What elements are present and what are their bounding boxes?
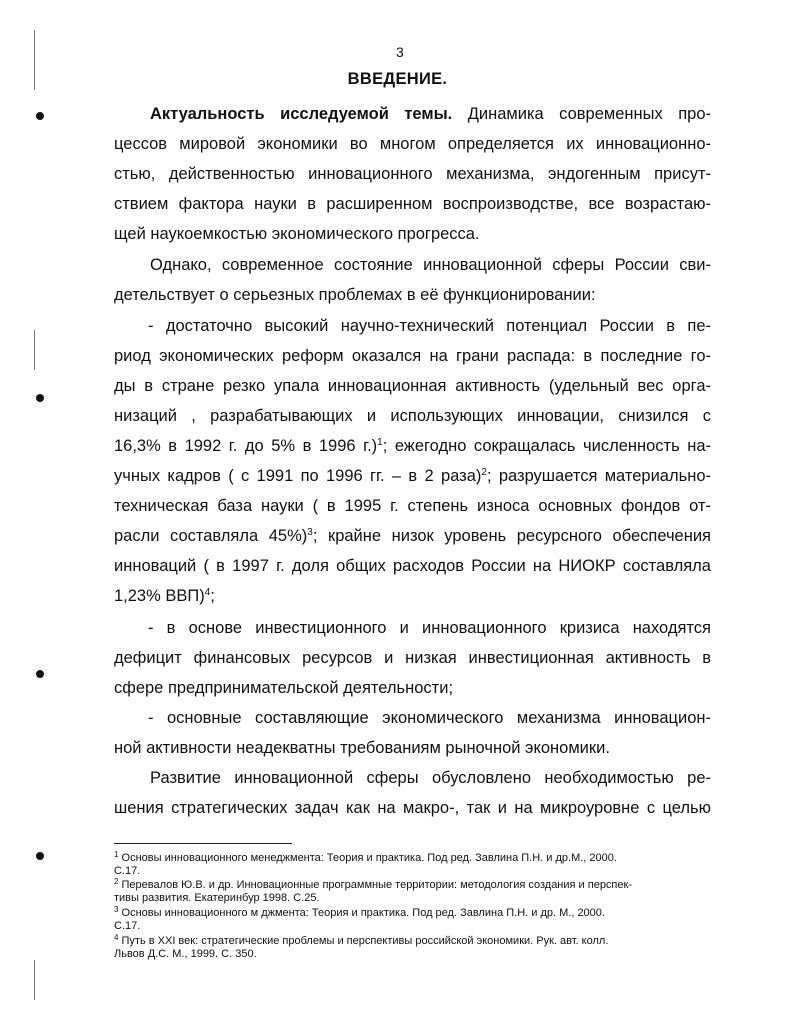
page-number: 3 — [396, 44, 404, 60]
margin-line — [34, 330, 35, 370]
footnote — [114, 907, 704, 920]
footnote-text: Основы инновационного менеджмента: Теория и практика. Под ред. Завлина П.Н. и др.М., 2000. — [121, 852, 617, 864]
footnote-number: 2 — [114, 877, 119, 886]
text-line: щей наукоемкостью экономического прогресса. — [114, 225, 480, 243]
text-line: низаций , разрабатывающих и использующих инновации, снизился с — [114, 407, 711, 425]
footnote-cont: тивы развития. Екатеринбур 1998. С.25. — [114, 892, 320, 904]
list-item-line: - основные составляющие экономического механизма инновацион- — [148, 709, 711, 727]
text-span: учных кадров ( с 1991 по 1996 гг. – в 2 раза) — [114, 467, 482, 485]
footnote-number: 3 — [114, 905, 119, 914]
footnote-text: Основы инновационного м джмента: Теория и практика. Под ред. Завлина П.Н. и др. М., 2000. — [121, 907, 605, 919]
binder-hole-mark — [36, 394, 44, 402]
text-line: ды в стране резко упала инновационная активность (удельный вес орга- — [114, 377, 711, 395]
footnote-ref: 2 — [481, 467, 487, 478]
footnote-number: 4 — [114, 933, 119, 942]
text-line: Развитие инновационной сферы обусловлено необходимостью ре- — [150, 769, 711, 787]
footnote-divider — [114, 843, 292, 844]
text-span: Динамика современных про- — [452, 105, 712, 123]
footnote-ref: 4 — [204, 587, 211, 598]
footnote — [114, 879, 704, 892]
footnote-cont: С.17. — [114, 865, 141, 877]
text-line: ствием фактора науки в расширенном воспроизводстве, все возрастаю- — [114, 195, 711, 213]
text-line: Однако, современное состояние инновационной сферы России сви- — [150, 256, 711, 274]
text-line: стью, действенностью инновационного механизма, эндогенным присут- — [114, 165, 711, 183]
footnote-cont: Львов Д.С. М., 1999. С. 350. — [114, 948, 257, 960]
text-line — [114, 466, 711, 486]
text-line — [114, 586, 711, 606]
text-line: цессов мировой экономики во многом определяется их инновационно- — [114, 135, 711, 153]
binder-hole-mark — [36, 670, 44, 678]
text-line: дефицит финансовых ресурсов и низкая инвестиционная активность в — [114, 649, 711, 667]
footnote — [114, 852, 704, 865]
text-line: шения стратегических задач как на макро-, так и на микроуровне с целью — [114, 799, 711, 817]
margin-line — [34, 960, 35, 1000]
text-span: 16,3% в 1992 г. до 5% в 1996 г.) — [114, 437, 378, 455]
section-lead: Актуальность исследуемой темы. — [150, 105, 453, 123]
text-line: риод экономических реформ оказался на грани распада: в последние го- — [114, 347, 711, 365]
text-line: сфере предпринимательской деятельности; — [114, 679, 454, 697]
footnote-ref: 1 — [377, 437, 383, 448]
binder-hole-mark — [36, 112, 44, 120]
footnote-ref: 3 — [307, 527, 313, 538]
footnote-cont: С.17. — [114, 920, 141, 932]
text-line — [114, 436, 711, 456]
text-line: детельствует о серьезных проблемах в её функционировании: — [114, 286, 596, 304]
footnote — [114, 935, 704, 948]
footnote-text: Путь в XXI век: стратегические проблемы и перспективы российской экономики. Рук. авт. колл. — [121, 935, 609, 947]
text-span: ; разрушается материально- — [486, 467, 711, 485]
text-span: ; — [210, 587, 215, 605]
text-line — [150, 104, 711, 124]
footnote-text: Перевалов Ю.В. и др. Инновационные программные территории: методология создания и перспек- — [121, 879, 632, 891]
text-span: ; ежегодно сокращалась численность на- — [382, 437, 711, 455]
page-title: ВВЕДЕНИЕ. — [347, 70, 448, 88]
list-item-line: - в основе инвестиционного и инновационного кризиса находятся — [148, 619, 711, 637]
binder-hole-mark — [36, 852, 44, 860]
list-item-line: - достаточно высокий научно-технический потенциал России в пе- — [148, 317, 711, 335]
text-span: ; крайне низок уровень ресурсного обеспечения — [312, 527, 711, 545]
text-line: техническая база науки ( в 1995 г. степень износа основных фондов от- — [114, 497, 711, 515]
text-line — [114, 526, 711, 546]
text-line: ной активности неадекватны требованиям рыночной экономики. — [114, 739, 610, 757]
footnote-number: 1 — [114, 850, 119, 859]
text-span: расли составляла 45%) — [114, 527, 308, 545]
text-span: 1,23% ВВП) — [114, 587, 205, 605]
text-line: инноваций ( в 1997 г. доля общих расходов России на НИОКР составляла — [114, 557, 711, 575]
